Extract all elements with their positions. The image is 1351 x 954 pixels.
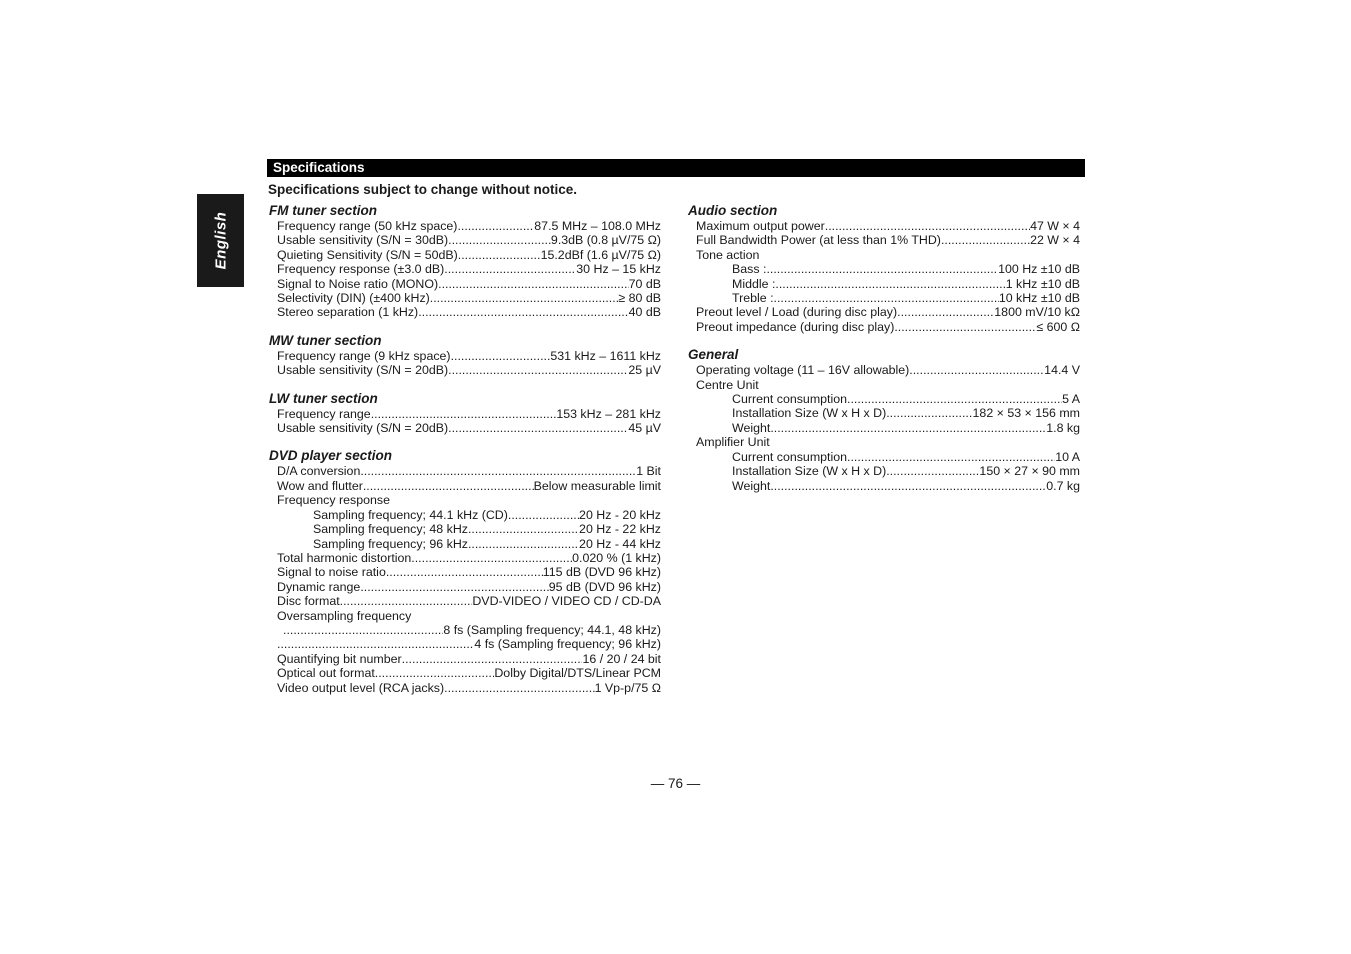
spec-value: Below measurable limit xyxy=(533,478,661,493)
spec-row xyxy=(277,551,661,565)
spec-value: 10 A xyxy=(1055,449,1080,464)
spec-label: Current consumption xyxy=(732,449,848,464)
spec-row xyxy=(277,637,661,651)
section-title: General xyxy=(688,347,739,363)
dot-leader xyxy=(448,421,628,435)
spec-label: Preout level / Load (during disc play) xyxy=(696,305,898,320)
spec-row xyxy=(277,277,661,291)
dot-leader xyxy=(277,637,474,651)
spec-label: Sampling frequency; 48 kHz xyxy=(313,522,468,537)
spec-row xyxy=(696,262,1080,276)
spec-label: Frequency response (±3.0 dB) xyxy=(277,262,445,277)
spec-row xyxy=(696,435,1080,449)
spec-row xyxy=(277,407,661,421)
section-title: FM tuner section xyxy=(269,203,378,218)
spec-label: Frequency response xyxy=(277,493,390,508)
spec-list xyxy=(688,363,1080,493)
dot-leader xyxy=(894,320,1036,334)
spec-label: Quantifying bit number xyxy=(277,651,402,666)
spec-value: ≤ 600 Ω xyxy=(1036,319,1080,334)
spec-label: Frequency range (50 kHz space) xyxy=(277,219,458,233)
spec-label: Middle : xyxy=(732,276,776,291)
dot-leader xyxy=(774,291,999,305)
spec-label: Sampling frequency; 96 kHz xyxy=(313,536,468,551)
spec-label: Installation Size (W x H x D) xyxy=(732,406,887,421)
spec-row xyxy=(696,219,1080,233)
spec-value: DVD-VIDEO / VIDEO CD / CD-DA xyxy=(472,594,661,609)
spec-row xyxy=(277,305,661,319)
dot-leader xyxy=(941,233,1030,247)
dot-leader xyxy=(375,666,495,680)
spec-row xyxy=(696,450,1080,464)
spec-label: Centre Unit xyxy=(696,377,759,392)
dot-leader xyxy=(363,479,534,493)
spec-list xyxy=(269,349,661,378)
dot-leader xyxy=(770,421,1046,435)
spec-value: 1 Bit xyxy=(636,464,661,479)
spec-row xyxy=(696,248,1080,262)
spec-row xyxy=(277,421,661,435)
dot-leader xyxy=(451,349,551,363)
spec-value: 115 dB (DVD 96 kHz) xyxy=(542,565,661,580)
spec-value: 1800 mV/10 kΩ xyxy=(994,305,1080,320)
dot-leader xyxy=(825,219,1030,233)
change-notice: Specifications subject to change without notice. xyxy=(268,182,578,197)
spec-row xyxy=(277,248,661,262)
dvd-player-section xyxy=(269,447,661,695)
spec-value: 1 kHz ±10 dB xyxy=(1005,276,1080,291)
spec-value: 40 dB xyxy=(628,305,661,320)
spec-value: 5 A xyxy=(1062,392,1080,407)
spec-value: 25 µV xyxy=(628,363,661,378)
spec-label: Full Bandwidth Power (at less than 1% THD) xyxy=(696,233,941,248)
spec-label: Sampling frequency; 44.1 kHz (CD) xyxy=(313,507,508,522)
dot-leader xyxy=(886,406,972,420)
dot-leader xyxy=(360,464,636,478)
spec-row xyxy=(277,565,661,579)
spec-value: 4 fs (Sampling frequency; 96 kHz) xyxy=(474,637,661,652)
dot-leader xyxy=(386,565,543,579)
spec-label: Dynamic range xyxy=(277,579,361,594)
spec-label: Treble : xyxy=(732,291,774,306)
spec-label: Installation Size (W x H x D) xyxy=(732,464,887,479)
spec-label: Signal to noise ratio xyxy=(277,565,386,580)
spec-row xyxy=(277,594,661,608)
spec-row xyxy=(696,305,1080,319)
right-column xyxy=(688,202,1080,505)
dot-leader xyxy=(360,580,548,594)
dot-leader xyxy=(340,594,473,608)
spec-row xyxy=(696,320,1080,334)
spec-label: Optical out format xyxy=(277,666,375,681)
spec-row xyxy=(277,233,661,247)
dot-leader xyxy=(508,508,579,522)
spec-value: 87.5 MHz – 108.0 MHz xyxy=(534,219,661,233)
spec-row xyxy=(277,363,661,377)
section-title: Audio section xyxy=(688,203,778,218)
dot-leader xyxy=(411,551,572,565)
spec-value: 30 Hz – 15 kHz xyxy=(576,262,661,277)
spec-label: Operating voltage (11 – 16V allowable) xyxy=(696,363,910,378)
lw-tuner-section xyxy=(269,390,661,436)
spec-value: 100 Hz ±10 dB xyxy=(998,262,1080,277)
spec-row xyxy=(277,609,661,623)
spec-label: Signal to Noise ratio (MONO) xyxy=(277,276,439,291)
spec-label: Stereo separation (1 kHz) xyxy=(277,305,419,320)
section-title: MW tuner section xyxy=(269,332,382,348)
spec-value: 47 W × 4 xyxy=(1030,219,1080,233)
spec-label: D/A conversion xyxy=(277,464,361,479)
spec-value: 20 Hz - 44 kHz xyxy=(579,536,661,551)
spec-row xyxy=(696,406,1080,420)
spec-value: 153 kHz – 281 kHz xyxy=(556,406,661,421)
spec-value: 0.7 kg xyxy=(1046,478,1080,493)
spec-row xyxy=(696,392,1080,406)
dot-leader xyxy=(448,363,628,377)
spec-label: Frequency range (9 kHz space) xyxy=(277,348,451,363)
spec-row xyxy=(696,277,1080,291)
spec-row xyxy=(696,464,1080,478)
spec-value: 8 fs (Sampling frequency; 44.1, 48 kHz) xyxy=(443,622,661,637)
spec-label: Total harmonic distortion xyxy=(277,550,412,565)
page-number: — 76 — xyxy=(650,776,701,791)
spec-label: Preout impedance (during disc play) xyxy=(696,319,895,334)
spec-value: 14.4 V xyxy=(1044,363,1080,378)
dot-leader xyxy=(444,681,594,695)
spec-label: Amplifier Unit xyxy=(696,435,770,450)
spec-label: Usable sensitivity (S/N = 30dB) xyxy=(277,233,449,248)
spec-label: Wow and flutter xyxy=(277,478,363,493)
spec-row xyxy=(696,421,1080,435)
spec-row xyxy=(277,291,661,305)
spec-label: Maximum output power xyxy=(696,219,825,233)
spec-label: Usable sensitivity (S/N = 20dB) xyxy=(277,363,449,378)
dot-leader xyxy=(468,537,579,551)
spec-row xyxy=(277,666,661,680)
spec-row xyxy=(277,349,661,363)
fm-tuner-section xyxy=(269,202,661,320)
spec-label: Bass : xyxy=(732,262,767,277)
language-label: English xyxy=(212,211,230,270)
spec-value: 20 Hz - 20 kHz xyxy=(579,507,661,522)
spec-label: Current consumption xyxy=(732,392,848,407)
spec-row xyxy=(277,623,661,637)
dot-leader xyxy=(438,277,628,291)
dot-leader xyxy=(458,248,541,262)
dot-leader xyxy=(448,233,551,247)
spec-row xyxy=(277,522,661,536)
spec-value: 9.3dB (0.8 µV/75 Ω) xyxy=(550,233,661,248)
spec-row xyxy=(277,652,661,666)
spec-row xyxy=(277,580,661,594)
spec-value: 1.8 kg xyxy=(1046,420,1080,435)
spec-value: 22 W × 4 xyxy=(1030,233,1080,248)
spec-row xyxy=(277,479,661,493)
dot-leader xyxy=(371,407,557,421)
spec-label: Frequency range xyxy=(277,406,371,421)
spec-value: ≥ 80 dB xyxy=(618,291,661,306)
language-tab xyxy=(197,194,244,287)
spec-row xyxy=(277,493,661,507)
dot-leader xyxy=(909,363,1044,377)
spec-row xyxy=(696,479,1080,493)
section-title: LW tuner section xyxy=(269,390,378,406)
spec-value: 16 / 20 / 24 bit xyxy=(582,651,661,666)
dot-leader xyxy=(457,219,534,233)
spec-value: 70 dB xyxy=(628,276,661,291)
dot-leader xyxy=(430,291,619,305)
dot-leader xyxy=(444,262,576,276)
spec-row xyxy=(277,262,661,276)
spec-list xyxy=(269,464,661,695)
spec-value: 15.2dBf (1.6 µV/75 Ω) xyxy=(540,247,661,262)
audio-section xyxy=(688,202,1080,334)
spec-value: 1 Vp-p/75 Ω xyxy=(594,680,661,695)
spec-row xyxy=(277,219,661,233)
left-column xyxy=(269,202,661,707)
spec-row xyxy=(696,233,1080,247)
general xyxy=(688,346,1080,493)
spec-label: Usable sensitivity (S/N = 20dB) xyxy=(277,421,449,436)
spec-list xyxy=(269,219,661,320)
dot-leader xyxy=(468,522,579,536)
dot-leader xyxy=(897,305,994,319)
spec-row xyxy=(277,508,661,522)
spec-value: 182 × 53 × 156 mm xyxy=(972,406,1080,421)
dot-leader xyxy=(847,392,1062,406)
spec-label: Selectivity (DIN) (±400 kHz) xyxy=(277,291,430,306)
dot-leader xyxy=(766,262,998,276)
spec-value: Dolby Digital/DTS/Linear PCM xyxy=(494,666,661,681)
spec-value: 0.020 % (1 kHz) xyxy=(572,550,661,565)
spec-label: Tone action xyxy=(696,247,760,262)
spec-value: 95 dB (DVD 96 kHz) xyxy=(548,579,661,594)
spec-list xyxy=(269,407,661,436)
dot-leader xyxy=(847,450,1055,464)
dot-leader xyxy=(418,305,628,319)
spec-row xyxy=(277,537,661,551)
spec-row xyxy=(696,378,1080,392)
dot-leader xyxy=(770,479,1046,493)
dot-leader xyxy=(402,652,583,666)
spec-label: Oversampling frequency xyxy=(277,608,412,623)
spec-value: 531 kHz – 1611 kHz xyxy=(550,348,661,363)
spec-label: Disc format xyxy=(277,594,340,609)
spec-value: 45 µV xyxy=(628,421,661,436)
spec-value: 150 × 27 × 90 mm xyxy=(979,464,1080,479)
spec-row xyxy=(696,291,1080,305)
spec-value: 10 kHz ±10 dB xyxy=(998,291,1080,306)
spec-label: Weight xyxy=(732,420,771,435)
dot-leader xyxy=(775,277,1005,291)
dot-leader xyxy=(886,464,979,478)
spec-row xyxy=(277,464,661,478)
spec-label: Weight xyxy=(732,478,771,493)
mw-tuner-section xyxy=(269,332,661,378)
section-header-bar: Specifications xyxy=(267,159,1085,177)
spec-row xyxy=(277,681,661,695)
dot-leader xyxy=(283,623,443,637)
section-title: DVD player section xyxy=(269,448,393,464)
spec-label: Video output level (RCA jacks) xyxy=(277,680,445,695)
spec-row xyxy=(696,363,1080,377)
spec-list xyxy=(688,219,1080,334)
spec-label: Quieting Sensitivity (S/N = 50dB) xyxy=(277,247,458,262)
spec-value: 20 Hz - 22 kHz xyxy=(579,522,661,537)
